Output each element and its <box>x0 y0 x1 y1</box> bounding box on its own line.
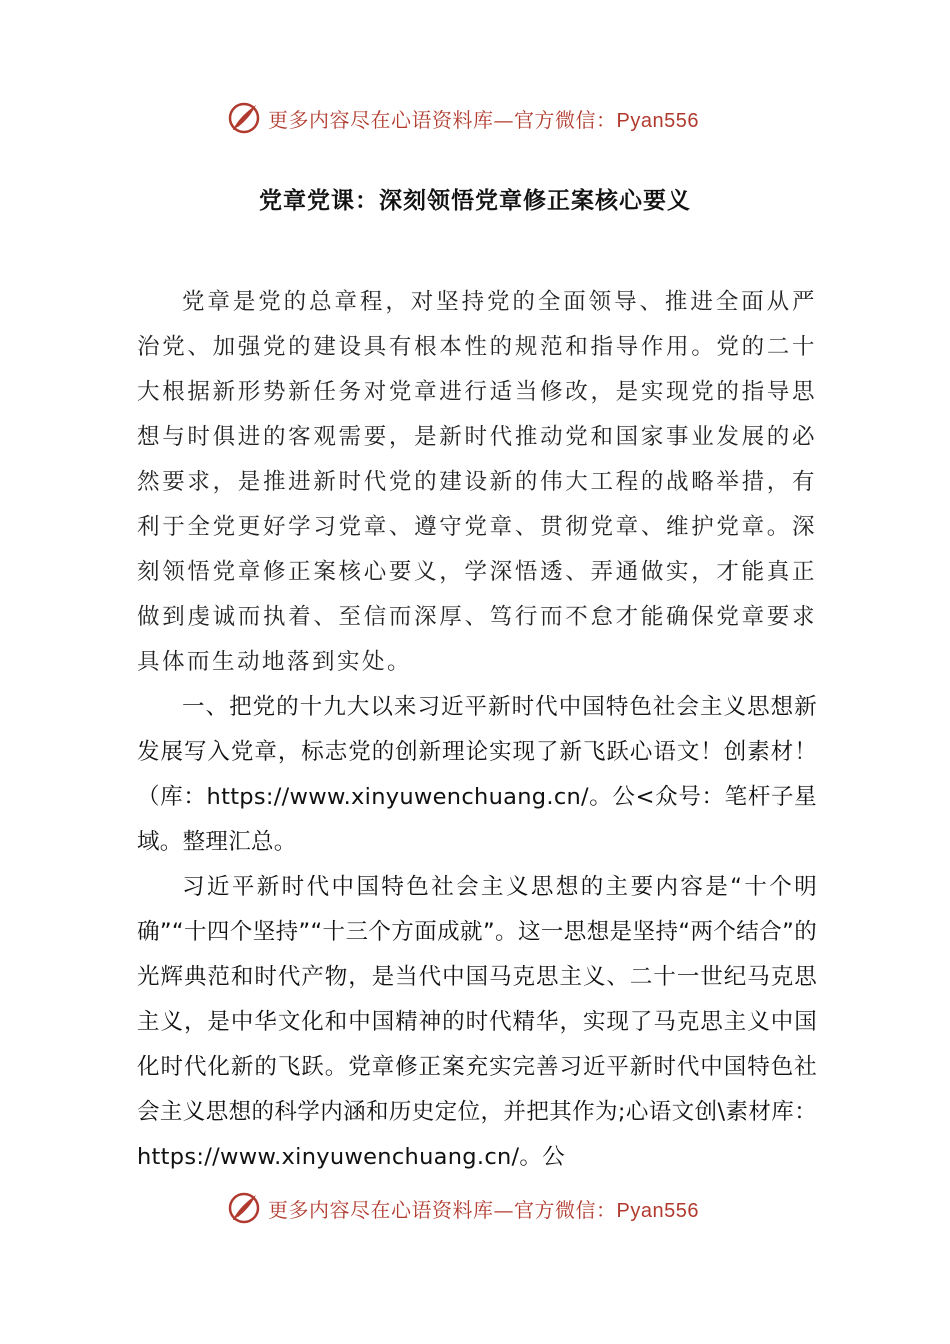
document-body <box>137 280 817 1180</box>
footer-banner <box>226 1188 746 1228</box>
quill-logo-icon <box>226 1190 262 1226</box>
banner-wechat-id: Pyan556 <box>616 1199 699 1222</box>
paragraph-section-one-heading: 一、把党的十九大以来习近平新时代中国特色社会主义思想新发展写入党章，标志党的创新理论实现了新飞跃心语文！创素材！（库：https://www.xinyuwenchuang.cn/。公<众号：笔杆子星域。整理汇总。 <box>137 694 817 855</box>
banner-brand: 更多内容尽在心语资料库— <box>268 1197 514 1222</box>
quill-logo-icon <box>226 100 262 136</box>
document-title: 党章党课：深刻领悟党章修正案核心要义 <box>259 187 691 214</box>
banner-wechat-label: 官方微信： <box>514 107 617 132</box>
banner-brand: 更多内容尽在心语资料库— <box>268 107 514 132</box>
paragraph-section-one-body: 习近平新时代中国特色社会主义思想的主要内容是“十个明确”“十四个坚持”“十三个方面成就”。这一思想是坚持“两个结合”的光辉典范和时代产物，是当代中国马克思主义、二十一世纪马克思主义，是中华文化和中国精神的时代精华，实现了马克思主义中国化时代化新的飞跃。党章修正案充实完善习近平新时代中国特色社会主义思想的科学内涵和历史定位，并把其作为;心语文创\素材库：https://www.xinyuwenchuang.cn/。公 <box>137 874 817 1170</box>
paragraph-intro: 党章是党的总章程，对坚持党的全面领导、推进全面从严治党、加强党的建设具有根本性的规范和指导作用。党的二十大根据新形势新任务对党章进行适当修改，是实现党的指导思想与时俱进的客观需要，是新时代推动党和国家事业发展的必然要求，是推进新时代党的建设新的伟大工程的战略举措，有利于全党更好学习党章、遵守党章、贯彻党章、维护党章。深刻领悟党章修正案核心要义，学深悟透、弄通做实，才能真正做到虔诚而执着、至信而深厚、笃行而不怠才能确保党章要求具体而生动地落到实处。 <box>137 289 817 675</box>
header-banner <box>226 98 746 138</box>
banner-wechat-id: Pyan556 <box>616 109 699 132</box>
banner-wechat-label: 官方微信： <box>514 1197 617 1222</box>
banner-text <box>268 104 699 133</box>
banner-text <box>268 1194 699 1223</box>
